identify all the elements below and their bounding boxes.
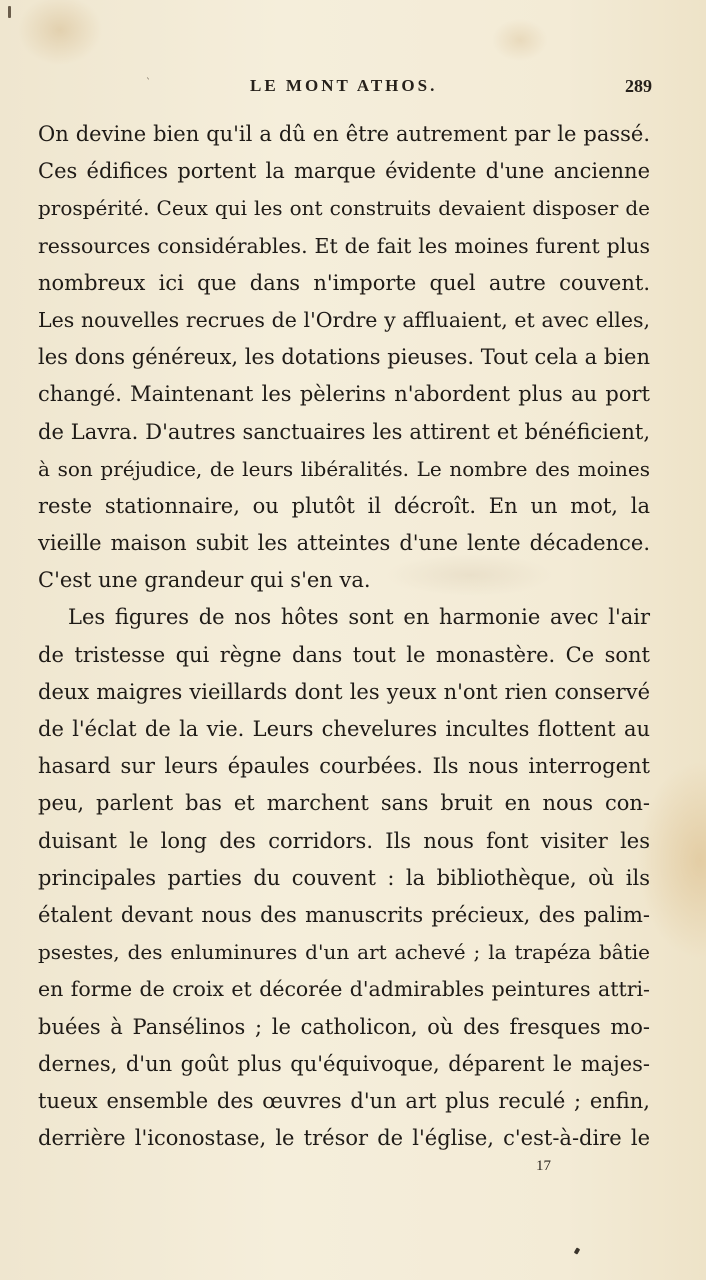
text-line: Les nouvelles recrues de l'Ordre y affluaient, et avec elles, [38, 307, 650, 332]
text-line: vieille maison subit les atteintes d'une lente décadence. [38, 531, 650, 556]
text-line: à son préjudice, de leurs libéralités. Le nombre des moines [38, 456, 650, 481]
text-line: reste stationnaire, ou plutôt il décroît. En un mot, la [38, 493, 650, 518]
text-line: psestes, des enluminures d'un art achevé ; la trapéza bâtie [38, 940, 650, 965]
body-text [38, 116, 650, 1157]
text-line: prospérité. Ceux qui les ont construits devaient disposer de [38, 196, 650, 221]
text-line: dernes, d'un goût plus qu'équivoque, déparent le majes- [38, 1051, 650, 1076]
text-line: peu, parlent bas et marchent sans bruit en nous con- [38, 791, 650, 816]
signature-mark: 17 [536, 1158, 551, 1174]
text-line: duisant le long des corridors. Ils nous font visiter les [38, 828, 650, 853]
page-number: 289 [625, 76, 652, 96]
text-line: ressources considérables. Et de fait les moines furent plus [38, 233, 650, 258]
text-line: derrière l'iconostase, le trésor de l'église, c'est-à-dire le [38, 1126, 650, 1151]
paragraph-start-line: Les figures de nos hôtes sont en harmonie avec l'air [68, 605, 650, 630]
text-line: Ces édifices portent la marque évidente d'une ancienne [38, 159, 650, 184]
text-line: en forme de croix et décorée d'admirables peintures attri- [38, 977, 650, 1002]
text-line: de Lavra. D'autres sanctuaires les attirent et bénéficient, [38, 419, 650, 444]
text-line: les dons généreux, les dotations pieuses. Tout cela a bien [38, 345, 650, 370]
text-line: On devine bien qu'il a dû en être autrement par le passé. [38, 122, 650, 146]
header-tick-mark: ˋ [146, 78, 151, 89]
text-line: principales parties du couvent : la bibliothèque, où ils [38, 865, 650, 890]
text-line: tueux ensemble des œuvres d'un art plus reculé ; enfin, [38, 1088, 650, 1113]
text-line: de tristesse qui règne dans tout le monastère. Ce sont [38, 642, 650, 667]
text-line: étalent devant nous des manuscrits précieux, des palim- [38, 902, 650, 927]
text-line: nombreux ici que dans n'importe quel autre couvent. [38, 270, 650, 295]
paragraph-end-line: C'est une grandeur qui s'en va. [38, 568, 371, 593]
running-title: LE MONT ATHOS. [250, 76, 438, 95]
text-line: hasard sur leurs épaules courbées. Ils nous interrogent [38, 754, 650, 779]
running-head [40, 76, 652, 102]
ink-speck [574, 1247, 580, 1254]
text-line: de l'éclat de la vie. Leurs chevelures incultes flottent au [38, 717, 650, 741]
ink-speck [8, 6, 11, 18]
text-line: changé. Maintenant les pèlerins n'abordent plus au port [38, 382, 650, 407]
text-line: deux maigres vieillards dont les yeux n'ont rien conservé [38, 679, 650, 704]
text-line: buées à Pansélinos ; le catholicon, où des fresques mo- [38, 1014, 650, 1039]
